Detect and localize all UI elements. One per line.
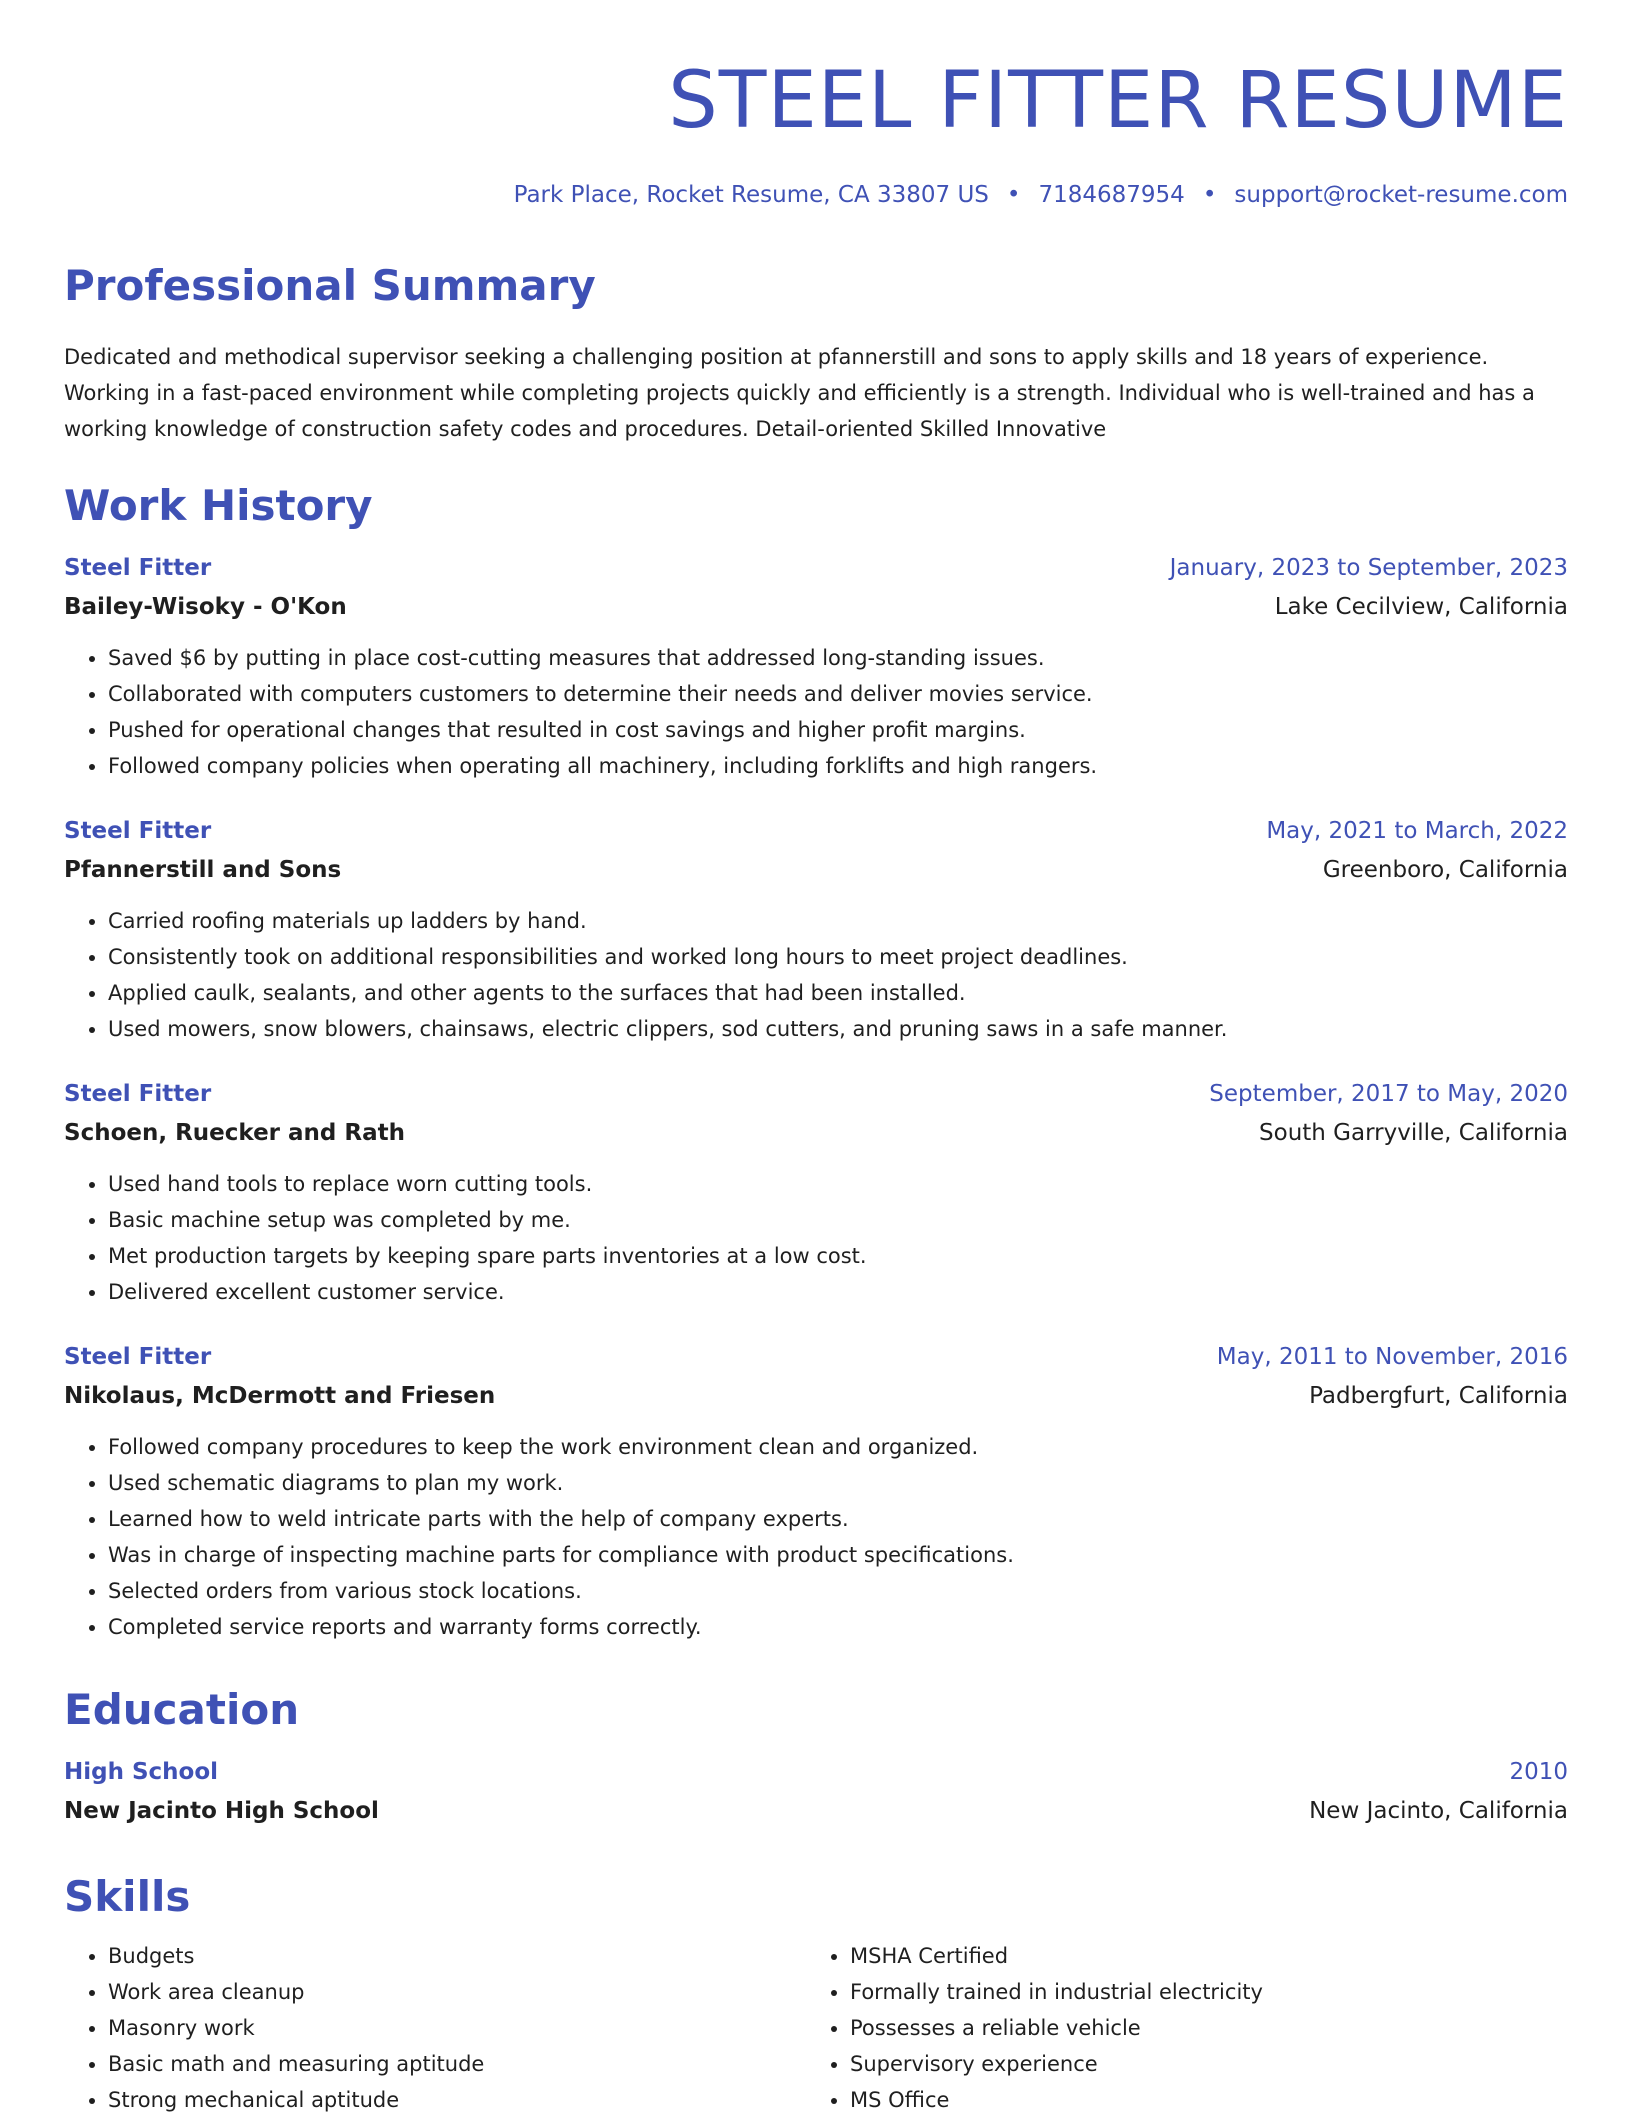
list-item: • Carried roofing materials up ladders by hand.: [108, 903, 1568, 939]
job-company: Pfannerstill and Sons: [64, 857, 342, 883]
address: Park Place, Rocket Resume, CA 33807 US: [513, 182, 989, 208]
job-location: Padbergfurt, California: [1309, 1383, 1568, 1409]
job-location: Greenboro, California: [1322, 857, 1568, 883]
list-item: • Basic machine setup was completed by me.: [108, 1202, 1568, 1238]
list-item: • Completed service reports and warranty forms correctly.: [108, 1609, 1568, 1645]
list-item: • Collaborated with computers customers to determine their needs and deliver movies service.: [108, 676, 1568, 712]
education-entry: [64, 1757, 1568, 1826]
job-dates: May, 2011 to November, 2016: [1216, 1344, 1568, 1370]
list-item: • Basic math and measuring aptitude: [108, 2046, 806, 2082]
list-item: • Used mowers, snow blowers, chainsaws, electric clippers, sod cutters, and pruning saws in a safe manner.: [108, 1011, 1568, 1047]
job-dates: January, 2023 to September, 2023: [1169, 555, 1568, 581]
contact-line: [64, 184, 1568, 207]
skills-columns: [64, 1938, 1568, 2118]
education-location: New Jacinto, California: [1309, 1798, 1568, 1824]
job-dates: May, 2021 to March, 2022: [1266, 818, 1568, 844]
resume-title: STEEL FITTER RESUME: [668, 56, 1568, 146]
job-bullets: [64, 640, 1568, 784]
list-item: • Saved $6 by putting in place cost-cutting measures that addressed long-standing issues.: [108, 640, 1568, 676]
list-item: • Possesses a reliable vehicle: [850, 2010, 1548, 2046]
section-heading-skills: Skills: [64, 1872, 191, 1921]
list-item: • Delivered excellent customer service.: [108, 1274, 1568, 1310]
list-item: • Applied caulk, sealants, and other agents to the surfaces that had been installed.: [108, 975, 1568, 1011]
job-role: Steel Fitter: [64, 1344, 212, 1370]
list-item: • Pushed for operational changes that resulted in cost savings and higher profit margins.: [108, 712, 1568, 748]
list-item: • Masonry work: [108, 2010, 806, 2046]
list-item: • MS Office: [850, 2082, 1548, 2118]
email[interactable]: support@rocket-resume.com: [1234, 182, 1568, 208]
list-item: • Formally trained in industrial electricity: [850, 1974, 1548, 2010]
skills-list-left: [64, 1938, 806, 2118]
job-role: Steel Fitter: [64, 1081, 212, 1107]
list-item: • Strong mechanical aptitude: [108, 2082, 806, 2118]
summary-section: [64, 261, 1568, 447]
list-item: • Used hand tools to replace worn cutting tools.: [108, 1166, 1568, 1202]
list-item: • Selected orders from various stock locations.: [108, 1573, 1568, 1609]
job-company: Nikolaus, McDermott and Friesen: [64, 1383, 496, 1409]
list-item: • Followed company policies when operating all machinery, including forklifts and high rangers.: [108, 748, 1568, 784]
list-item: • Met production targets by keeping spare parts inventories at a low cost.: [108, 1238, 1568, 1274]
job-bullets: [64, 1166, 1568, 1310]
education-section: [64, 1685, 1568, 1826]
list-item: • MSHA Certified: [850, 1938, 1548, 1974]
job-bullets: [64, 1429, 1568, 1645]
job-entry: [64, 1342, 1568, 1645]
list-item: • Used schematic diagrams to plan my work.: [108, 1465, 1568, 1501]
education-year: 2010: [1509, 1759, 1568, 1785]
section-heading-work-history: Work History: [64, 481, 373, 530]
list-item: • Supervisory experience: [850, 2046, 1548, 2082]
list-item: • Was in charge of inspecting machine parts for compliance with product specifications.: [108, 1537, 1568, 1573]
job-bullets: [64, 903, 1568, 1047]
job-location: Lake Cecilview, California: [1274, 594, 1568, 620]
resume-header: [64, 56, 1568, 208]
work-history-section: [64, 481, 1568, 1645]
skills-section: [64, 1872, 1568, 2118]
job-location: South Garryville, California: [1259, 1120, 1568, 1146]
job-entry: [64, 816, 1568, 1047]
list-item: • Consistently took on additional responsibilities and worked long hours to meet project deadlines.: [108, 939, 1568, 975]
section-heading-summary: Professional Summary: [64, 261, 596, 310]
phone[interactable]: 7184687954: [1038, 182, 1185, 208]
job-dates: September, 2017 to May, 2020: [1209, 1081, 1568, 1107]
section-heading-education: Education: [64, 1685, 300, 1734]
list-item: • Budgets: [108, 1938, 806, 1974]
education-degree: High School: [64, 1759, 219, 1785]
summary-text: Dedicated and methodical supervisor seeking a challenging position at pfannerstill and sons to apply skills and 18 years of experience. Working in a fast-paced environment while completing projects quickly and efficiently is a strength. Individual who is well-trained and has a working knowledge of construction safety codes and procedures. Detail-oriented Skilled Innovative: [64, 345, 1535, 441]
separator: •: [1202, 182, 1217, 208]
list-item: • Followed company procedures to keep the work environment clean and organized.: [108, 1429, 1568, 1465]
job-role: Steel Fitter: [64, 818, 212, 844]
list-item: • Learned how to weld intricate parts with the help of company experts.: [108, 1501, 1568, 1537]
separator: •: [1006, 182, 1021, 208]
list-item: • Work area cleanup: [108, 1974, 806, 2010]
job-entry: [64, 553, 1568, 784]
resume-page: [64, 0, 1568, 2118]
job-role: Steel Fitter: [64, 555, 212, 581]
job-entry: [64, 1079, 1568, 1310]
education-school: New Jacinto High School: [64, 1798, 379, 1824]
skills-list-right: [806, 1938, 1548, 2118]
job-company: Schoen, Ruecker and Rath: [64, 1120, 406, 1146]
job-company: Bailey-Wisoky - O'Kon: [64, 594, 347, 620]
